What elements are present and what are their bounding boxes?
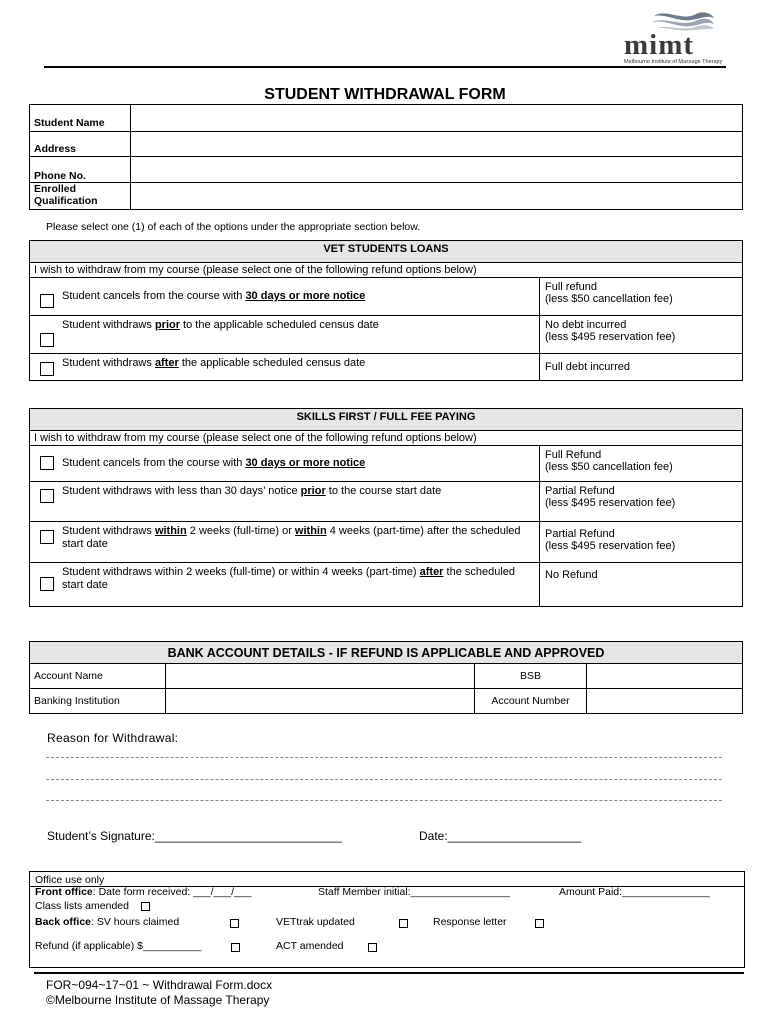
skills-option-1-cell (30, 446, 59, 482)
skills-option-4-cell (30, 563, 59, 607)
skills-option-3-cell (30, 522, 59, 563)
skills-header: SKILLS FIRST / FULL FEE PAYING (30, 409, 743, 431)
phone-field[interactable] (131, 157, 743, 183)
footer-rule (34, 972, 744, 974)
qualification-field[interactable] (131, 183, 743, 210)
front-office-date[interactable]: Front office: Date form received: ___/___/___ (35, 886, 252, 898)
vet-result-2: No debt incurred (less $495 reservation fee) (540, 316, 743, 354)
reason-line-1[interactable] (46, 757, 722, 758)
vet-option-3-cell (30, 354, 59, 381)
vettrak-label: VETtrak updated (276, 916, 355, 928)
reason-line-2[interactable] (46, 779, 722, 780)
bank-details-table (29, 641, 743, 714)
act-amended-checkbox[interactable] (368, 943, 377, 952)
vet-option-2-cell (30, 316, 59, 354)
vet-option-2-checkbox[interactable] (40, 333, 54, 347)
footer (46, 978, 272, 1008)
office-use-box (29, 871, 745, 968)
vet-result-3: Full debt incurred (540, 354, 743, 381)
qualification-label: Enrolled Qualification (30, 183, 131, 210)
vet-option-1-checkbox[interactable] (40, 294, 54, 308)
date-line[interactable]: Date:____________________ (419, 829, 582, 843)
office-use-title: Office use only (35, 874, 105, 886)
student-info-table (29, 104, 743, 210)
instruction-text: Please select one (1) of each of the options under the appropriate section below. (46, 221, 421, 233)
bsb-field[interactable] (587, 664, 743, 689)
class-lists-row: Class lists amended (35, 900, 150, 912)
bsb-label: BSB (475, 664, 587, 689)
refund-amount[interactable]: Refund (if applicable) $__________ (35, 940, 202, 952)
vet-loans-table (29, 240, 743, 381)
student-name-label: Student Name (30, 105, 131, 132)
vet-subheader: I wish to withdraw from my course (please select one of the following refund options below) (30, 263, 743, 278)
skills-first-table (29, 408, 743, 607)
vet-option-3-checkbox[interactable] (40, 362, 54, 376)
vet-result-1: Full refund (less $50 cancellation fee) (540, 278, 743, 316)
amount-paid[interactable]: Amount Paid:_______________ (559, 886, 710, 898)
skills-result-2: Partial Refund (less $495 reservation fee) (540, 482, 743, 522)
reason-label: Reason for Withdrawal: (47, 731, 179, 745)
reason-line-3[interactable] (46, 800, 722, 801)
phone-label: Phone No. (30, 157, 131, 183)
skills-option-2: Student withdraws with less than 30 days’ notice prior to the course start date (58, 482, 540, 522)
header-rule (44, 66, 726, 68)
copyright-text: ©Melbourne Institute of Massage Therapy (46, 993, 270, 1007)
vet-header: VET STUDENTS LOANS (30, 241, 743, 263)
skills-option-3: Student withdraws within 2 weeks (full-time) or within 4 weeks (part-time) after the scheduled start date (58, 522, 540, 563)
skills-option-4: Student withdraws within 2 weeks (full-time) or within 4 weeks (part-time) after the scheduled start date (58, 563, 540, 607)
vet-option-1: Student cancels from the course with 30 days or more notice (58, 278, 540, 316)
banking-institution-field[interactable] (166, 689, 475, 714)
skills-option-1: Student cancels from the course with 30 days or more notice (58, 446, 540, 482)
skills-option-1-checkbox[interactable] (40, 456, 54, 470)
document-code: FOR~094~17~01 ~ Withdrawal Form.docx (46, 978, 273, 992)
skills-result-4: No Refund (540, 563, 743, 607)
act-amended-label: ACT amended (276, 940, 344, 952)
vet-option-1-cell (30, 278, 59, 316)
logo-wordmark: mimt (624, 29, 695, 61)
signature-line[interactable]: Student’s Signature:____________________________ (47, 829, 342, 843)
skills-option-2-cell (30, 482, 59, 522)
account-number-field[interactable] (587, 689, 743, 714)
response-letter-checkbox[interactable] (535, 919, 544, 928)
skills-option-2-checkbox[interactable] (40, 489, 54, 503)
sv-hours-row: Back office: SV hours claimed (35, 916, 180, 928)
account-name-label: Account Name (30, 664, 166, 689)
skills-result-1: Full Refund (less $50 cancellation fee) (540, 446, 743, 482)
skills-option-4-checkbox[interactable] (40, 577, 54, 591)
account-name-field[interactable] (166, 664, 475, 689)
logo-tagline: Melbourne Institute of Massage Therapy (624, 59, 723, 65)
vettrak-checkbox[interactable] (399, 919, 408, 928)
staff-initial[interactable]: Staff Member initial:_________________ (318, 886, 510, 898)
bank-header: BANK ACCOUNT DETAILS - IF REFUND IS APPLICABLE AND APPROVED (30, 642, 743, 664)
account-number-label: Account Number (475, 689, 587, 714)
sv-hours-checkbox[interactable] (230, 919, 239, 928)
address-field[interactable] (131, 132, 743, 157)
banking-institution-label: Banking Institution (30, 689, 166, 714)
vet-option-2: Student withdraws prior to the applicable scheduled census date (58, 316, 540, 354)
skills-subheader: I wish to withdraw from my course (please select one of the following refund options below) (30, 431, 743, 446)
refund-checkbox[interactable] (231, 943, 240, 952)
mimt-logo (616, 8, 726, 68)
vet-option-3: Student withdraws after the applicable scheduled census date (58, 354, 540, 381)
skills-result-3: Partial Refund (less $495 reservation fee) (540, 522, 743, 563)
form-title: STUDENT WITHDRAWAL FORM (264, 86, 506, 103)
class-lists-checkbox[interactable] (141, 902, 150, 911)
student-name-field[interactable] (131, 105, 743, 132)
response-letter-label: Response letter (433, 916, 507, 928)
skills-option-3-checkbox[interactable] (40, 530, 54, 544)
address-label: Address (30, 132, 131, 157)
